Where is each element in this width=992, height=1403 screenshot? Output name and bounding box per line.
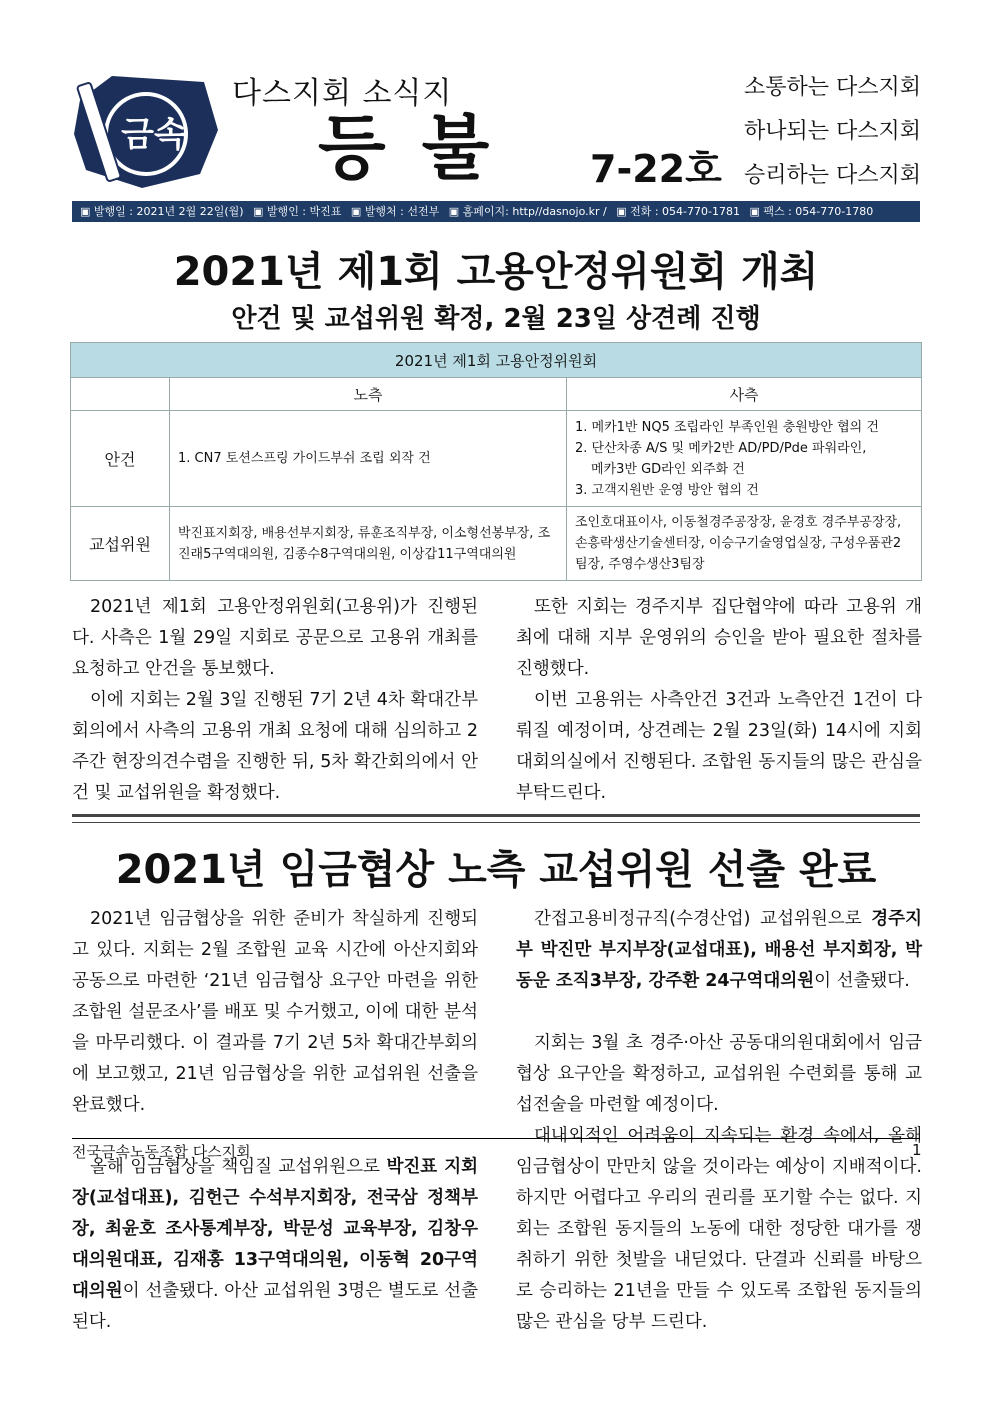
col-header-labor: 노측 (170, 378, 567, 411)
motto-1: 소통하는 다스지회 (744, 75, 922, 100)
members-mgmt: 조인호대표이사, 이동철경주공장장, 윤경호 경주부공장장, 손흥락생산기술센터장, 이승구기술영업실장, 구성우품관2팀장, 주영수생산3팀장 (567, 507, 922, 581)
paragraph: 지회는 3월 초 경주·아산 공동대의원대회에서 임금협상 요구안을 확정하고, 교섭위원 수련회를 통해 교섭전술을 마련할 예정이다. (516, 1033, 922, 1115)
union-logo (72, 70, 222, 192)
row-header-agenda: 안건 (71, 411, 170, 507)
committee-table (70, 342, 922, 581)
col-header-mgmt: 사측 (567, 378, 922, 411)
article2-right-column (516, 904, 922, 1338)
newsletter-brand: 다스지회 소식지 (232, 76, 453, 111)
footer-rule (72, 1138, 920, 1139)
article1-headline: 2021년 제1회 고용안정위원회 개최 (173, 249, 819, 295)
issue-number: 7-22호 (590, 147, 722, 191)
paragraph: 이번 고용위는 사측안건 3건과 노측안건 1건이 다뤄질 예정이며, 상견례는 2월 23일(화) 14시에 지회 대회의실에서 진행된다. 조합원 동지들의 많은 관심을 부탁드린다. (516, 690, 922, 803)
article2-left-column (72, 904, 478, 1338)
publication-info-bar (72, 201, 920, 222)
paragraph: 대내외적인 어려움이 지속되는 환경 속에서, 올해 임금협상이 만만치 않을 것이라는 예상이 지배적이다. 하지만 어렵다고 우리의 권리를 포기할 수는 없다. 지회는 조합원 동지들의 노동에 대한 정당한 대가를 쟁취하기 위한 첫발을 내딛었다. 단결과 신뢰를 바탕으로 승리하는 21년을 만들 수 있도록 조합원 동지들의 많은 관심을 당부 드린다. (516, 1126, 922, 1332)
article1-right-column (516, 592, 922, 809)
table-caption: 2021년 제1회 고용안정위원회 (71, 343, 922, 378)
members-labor: 박진표지회장, 배용선부지회장, 류훈조직부장, 이소형선봉부장, 조진래5구역대의원, 김종수8구역대의원, 이상갑11구역대의원 (170, 507, 567, 581)
publisher: ▣ 발행인 : 박진표 (253, 205, 342, 218)
subcontract-negotiators: 경주지부 박진만 부지부장(교섭대표), 배용선 부지회장, 박동운 조직3부장, 강주환 24구역대의원 (516, 909, 922, 991)
paragraph: 이에 지회는 2월 3일 진행된 7기 2년 4차 확대간부회의에서 사측의 고용위 개최 요청에 대해 심의하고 2주간 현장의견수렴을 진행한 뒤, 5차 확간회의에서 안건 및 교섭위원을 확정했다. (72, 690, 478, 803)
paragraph: 올해 임금협상을 책임질 교섭위원으로 박진표 지회장(교섭대표), 김헌근 수석부지회장, 전국삼 정책부장, 최윤호 조사통계부장, 박문성 교육부장, 김창우 대의원대표, 김재홍 13구역대의원, 이동혁 20구역대의원이 선출됐다. 아산 교섭위원 3명은 별도로 선출된다. (72, 1157, 478, 1332)
agenda-labor: 1. CN7 토션스프링 가이드부쉬 조립 외작 건 (170, 411, 567, 507)
homepage-link[interactable]: ▣ 홈페이지: http//dasnojo.kr / (448, 205, 607, 218)
agenda-mgmt-item: 1. 메카1반 NQ5 조립라인 부족인원 충원방안 협의 건 (575, 419, 879, 435)
agenda-mgmt-item: 2. 단산차종 A/S 및 메카2반 AD/PD/Pde 파워라인, (575, 440, 867, 456)
paragraph: 간접고용비정규직(수경산업) 교섭위원으로 경주지부 박진만 부지부장(교섭대표), 배용선 부지회장, 박동운 조직3부장, 강주환 24구역대의원이 선출됐다. (516, 909, 922, 991)
fax: ▣ 팩스 : 054-770-1780 (749, 205, 874, 218)
article1-left-column (72, 592, 478, 809)
paragraph: 2021년 제1회 고용안정위원회(고용위)가 진행된다. 사측은 1월 29일 지회로 공문으로 고용위 개최를 요청하고 안건을 통보했다. (72, 597, 478, 679)
newsletter-title: 등불 (318, 106, 526, 189)
agenda-mgmt-item: 3. 고객지원반 운영 방안 협의 건 (575, 482, 759, 498)
row-header-members: 교섭위원 (71, 507, 170, 581)
issuer: ▣ 발행처 : 선전부 (350, 205, 440, 218)
paragraph: 또한 지회는 경주지부 집단협약에 따라 고용위 개최에 대해 지부 운영위의 승인을 받아 필요한 절차를 진행했다. (516, 597, 922, 679)
section-divider (72, 814, 920, 823)
page-number: 1 (912, 1141, 922, 1159)
article1-subhead: 안건 및 교섭위원 확정, 2월 23일 상견례 진행 (231, 304, 761, 334)
phone: ▣ 전화 : 054-770-1781 (616, 205, 740, 218)
publish-date: ▣ 발행일 : 2021년 2월 22일(월) (80, 205, 244, 218)
motto-3: 승리하는 다스지회 (744, 163, 922, 188)
agenda-mgmt (567, 411, 922, 507)
footer-org: 전국금속노동조합 다스지회 (72, 1143, 251, 1161)
motto-2: 하나되는 다스지회 (744, 119, 922, 144)
paragraph: 2021년 임금협상을 위한 준비가 착실하게 진행되고 있다. 지회는 2월 조합원 교육 시간에 아산지회와 공동으로 마련한 ‘21년 임금협상 요구안 마련을 위한 조합원 설문조사’를 배포 및 수거했고, 이에 대한 분석을 마무리했다. 이 결과를 7기 2년 5차 확대간부회의에 보고했고, 21년 임금협상을 위한 교섭위원 선출을 완료했다. (72, 909, 478, 1115)
article2-headline: 2021년 임금협상 노측 교섭위원 선출 완료 (115, 847, 877, 893)
agenda-mgmt-item: 메카3반 GD라인 외주화 건 (591, 461, 745, 477)
logo-text: 금속 (121, 115, 187, 155)
labor-negotiators: 박진표 지회장(교섭대표), 김헌근 수석부지회장, 전국삼 정책부장, 최윤호 조사통계부장, 박문성 교육부장, 김창우 대의원대표, 김재홍 13구역대의원, 이동혁 20구역대의원 (72, 1157, 478, 1301)
